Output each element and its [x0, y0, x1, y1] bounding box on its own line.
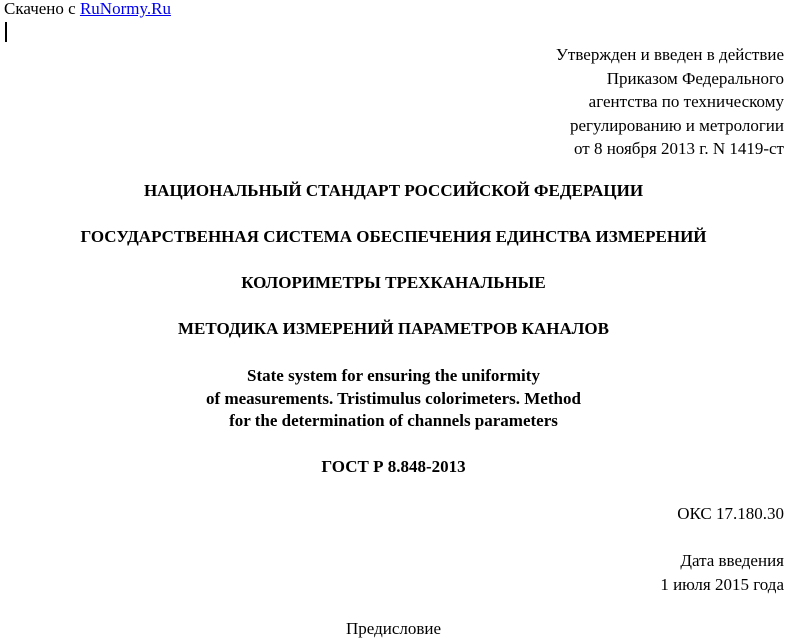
state-system-heading: ГОСУДАРСТВЕННАЯ СИСТЕМА ОБЕСПЕЧЕНИЯ ЕДИНСТВА ИЗМЕРЕНИЙ — [80, 227, 707, 246]
english-title-line: of measurements. Tristimulus colorimeters. Method — [206, 388, 581, 408]
source-line — [4, 0, 171, 19]
approval-line: Приказом Федерального — [606, 68, 784, 88]
english-title — [0, 365, 787, 433]
runormy-link[interactable]: RuNormy.Ru — [79, 0, 171, 18]
introduction-date-block — [660, 549, 784, 596]
english-title-line: State system for ensuring the uniformity — [247, 366, 540, 385]
approval-block — [556, 43, 784, 161]
approval-line: агентства по техническому — [588, 92, 784, 111]
approval-line: от 8 ноября 2013 г. N 1419-ст — [574, 139, 784, 158]
approval-line: регулированию и метрологии — [569, 115, 784, 135]
method-heading: МЕТОДИКА ИЗМЕРЕНИЙ ПАРАМЕТРОВ КАНАЛОВ — [177, 319, 609, 338]
standard-number: ГОСТ Р 8.848-2013 — [321, 457, 466, 476]
colorimeters-heading: КОЛОРИМЕТРЫ ТРЕХКАНАЛЬНЫЕ — [241, 273, 546, 292]
foreword-heading: Предисловие — [345, 619, 442, 638]
introduction-date: 1 июля 2015 года — [660, 574, 784, 594]
approval-line: Утвержден и введен в действие — [555, 45, 784, 64]
source-prefix: Скачено с — [4, 0, 80, 18]
text-cursor — [5, 22, 7, 42]
oks-code: ОКС 17.180.30 — [677, 504, 784, 523]
introduction-label: Дата введения — [680, 551, 784, 570]
english-title-line: for the determination of channels parameters — [229, 411, 558, 430]
national-standard-heading: НАЦИОНАЛЬНЫЙ СТАНДАРТ РОССИЙСКОЙ ФЕДЕРАЦИИ — [143, 181, 644, 200]
